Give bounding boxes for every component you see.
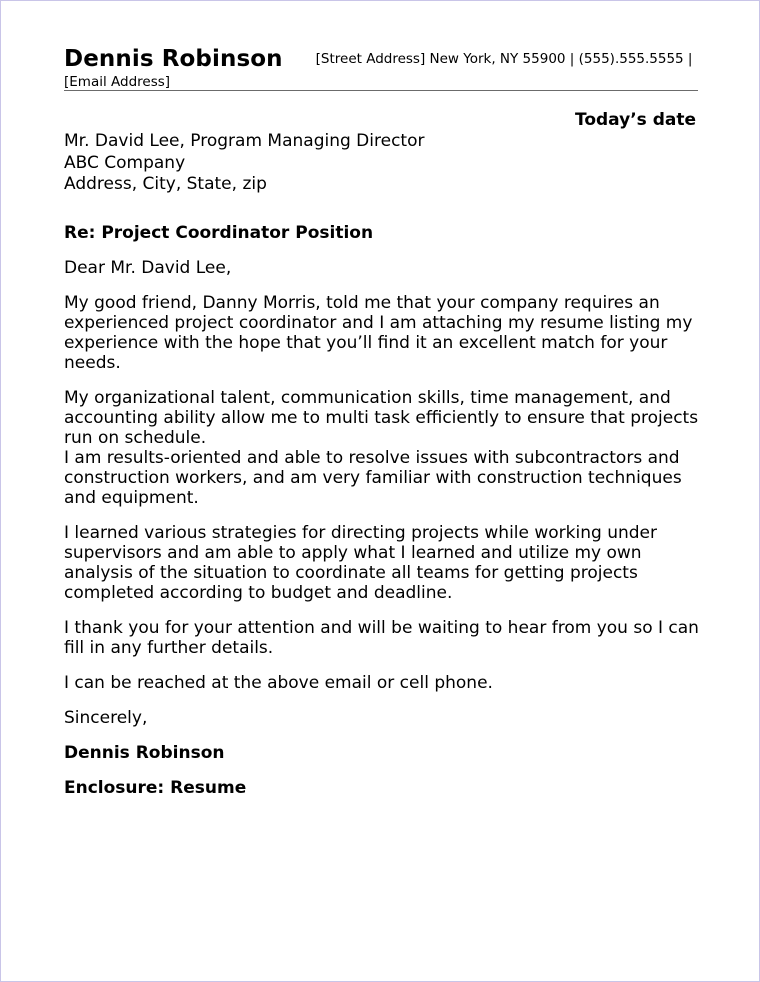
paragraph [64,523,704,603]
paragraph-text: My good friend, Danny Morris, told me that your company requires an experienced project coordinator and I am attaching my resume listing my experience with the hope that you’ll find it an excellent match for your needs. [64,292,693,373]
subject-line: Re: Project Coordinator Position [64,222,374,243]
name-line [64,45,698,75]
paragraph-text: My organizational talent, communication skills, time management, and accounting ability allow me to multi task efficiently to ensure that projects run on schedule. [64,387,699,448]
closing: Sincerely, [64,707,148,728]
paragraph [64,388,704,508]
letter-date: Today’s date [574,110,696,130]
paragraph-text: I am results-oriented and able to resolve issues with subcontractors and construction workers, and am very familiar with construction techniques and equipment. [64,447,682,508]
paragraph [64,293,704,373]
paragraph [64,618,704,658]
signature-name: Dennis Robinson [64,742,225,763]
email-address: [Email Address] [64,74,171,90]
recipient-company: ABC Company [64,152,186,173]
letterhead [64,45,698,91]
enclosure-line: Enclosure: Resume [64,777,247,798]
paragraph [64,673,704,693]
recipient-block [64,131,704,196]
paragraph-text: I can be reached at the above email or cell phone. [64,672,493,693]
salutation: Dear Mr. David Lee, [64,257,232,278]
recipient-name: Mr. David Lee, Program Managing Director [64,131,425,151]
sender-name: Dennis Robinson [64,46,283,72]
contact-info: [Street Address] New York, NY 55900 | (555).555.5555 | [315,51,693,67]
paragraph-text: I thank you for your attention and will be waiting to hear from you so I can fill in any further details. [64,617,699,658]
recipient-address: Address, City, State, zip [64,174,267,194]
letter-body [64,131,704,798]
paragraph-text: I learned various strategies for directing projects while working under supervisors and am able to apply what I learned and utilize my own analysis of the situation to coordinate all teams for getting projects completed according to budget and deadline. [64,522,657,603]
